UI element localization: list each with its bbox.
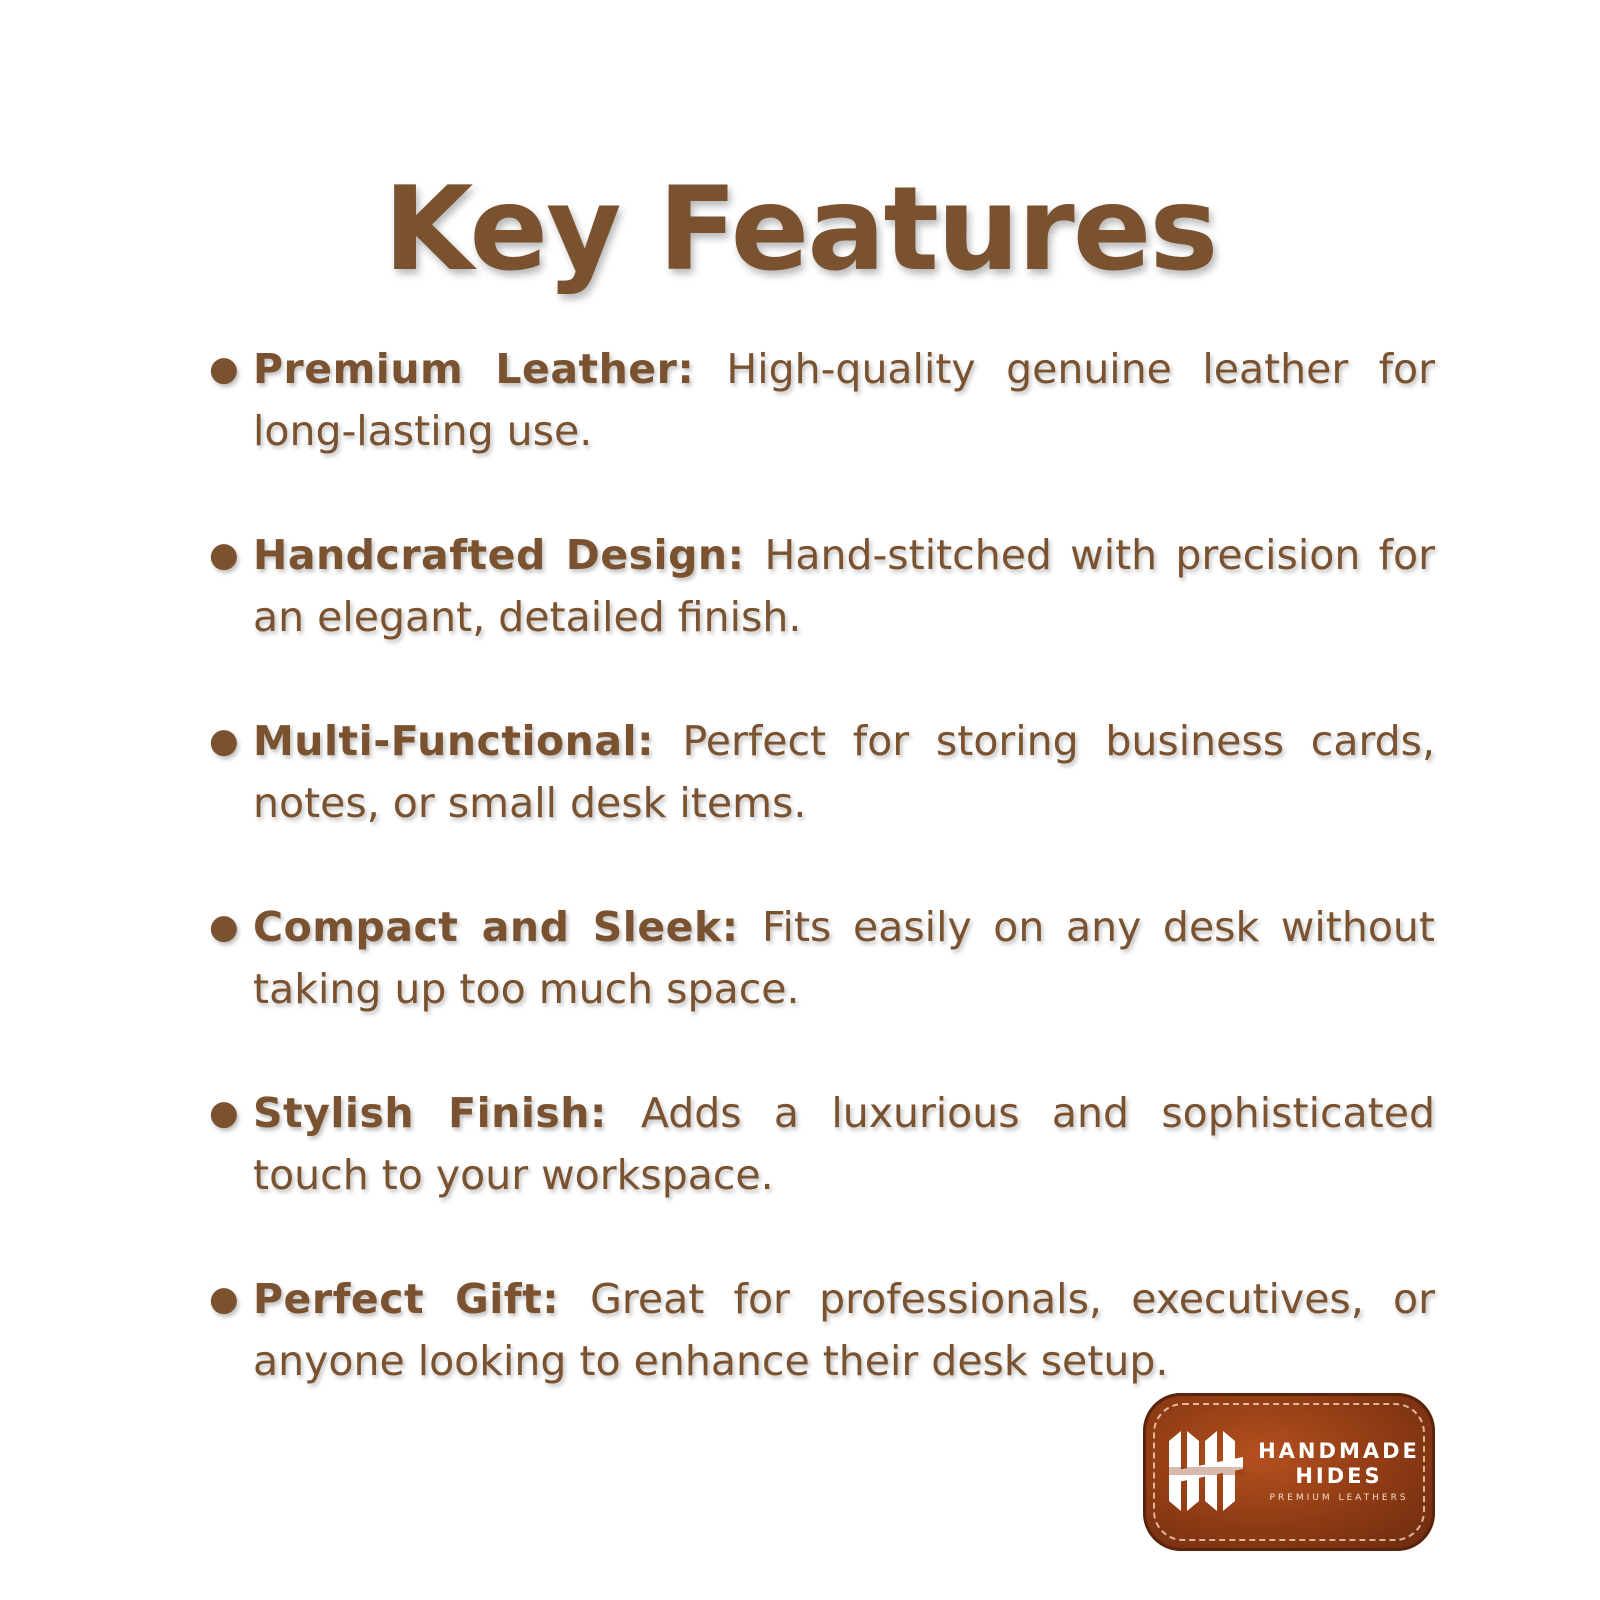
feature-label: Handcrafted Design: (253, 531, 765, 579)
logo-brand-line2: HIDES (1295, 1464, 1383, 1488)
feature-item (205, 896, 1435, 1082)
bullet-icon: ● (209, 349, 239, 389)
feature-description: High-quality genuine leather for long-lasting use. (253, 345, 1435, 455)
feature-item (205, 524, 1435, 710)
bullet-icon: ● (209, 535, 239, 575)
feature-description: Fits easily on any desk without taking up too much space. (253, 903, 1435, 1013)
bullet-icon: ● (209, 907, 239, 947)
logo-tagline: PREMIUM LEATHERS (1269, 1493, 1409, 1503)
feature-description: Hand-stitched with precision for an elegant, detailed finish. (253, 531, 1435, 641)
feature-item (205, 1082, 1435, 1268)
logo-brand-line1: HANDMADE (1258, 1439, 1420, 1463)
feature-label: Compact and Sleek: (253, 903, 762, 951)
feature-description: Adds a luxurious and sophisticated touch to your workspace. (253, 1089, 1435, 1199)
logo-mark-icon (1163, 1427, 1247, 1515)
feature-item (205, 710, 1435, 896)
feature-label: Multi-Functional: (253, 717, 683, 765)
feature-label: Perfect Gift: (253, 1275, 591, 1323)
feature-item (205, 338, 1435, 524)
bullet-icon: ● (209, 1093, 239, 1133)
bullet-icon: ● (209, 1279, 239, 1319)
feature-description: Perfect for storing business cards, notes, or small desk items. (253, 717, 1435, 827)
feature-description: Great for professionals, executives, or anyone looking to enhance their desk setup. (253, 1275, 1435, 1385)
feature-label: Premium Leather: (253, 345, 727, 393)
feature-label: Stylish Finish: (253, 1089, 641, 1137)
page-title: Key Features (383, 162, 1217, 297)
feature-list (205, 338, 1435, 1454)
bullet-icon: ● (209, 721, 239, 761)
brand-logo (1143, 1393, 1435, 1551)
